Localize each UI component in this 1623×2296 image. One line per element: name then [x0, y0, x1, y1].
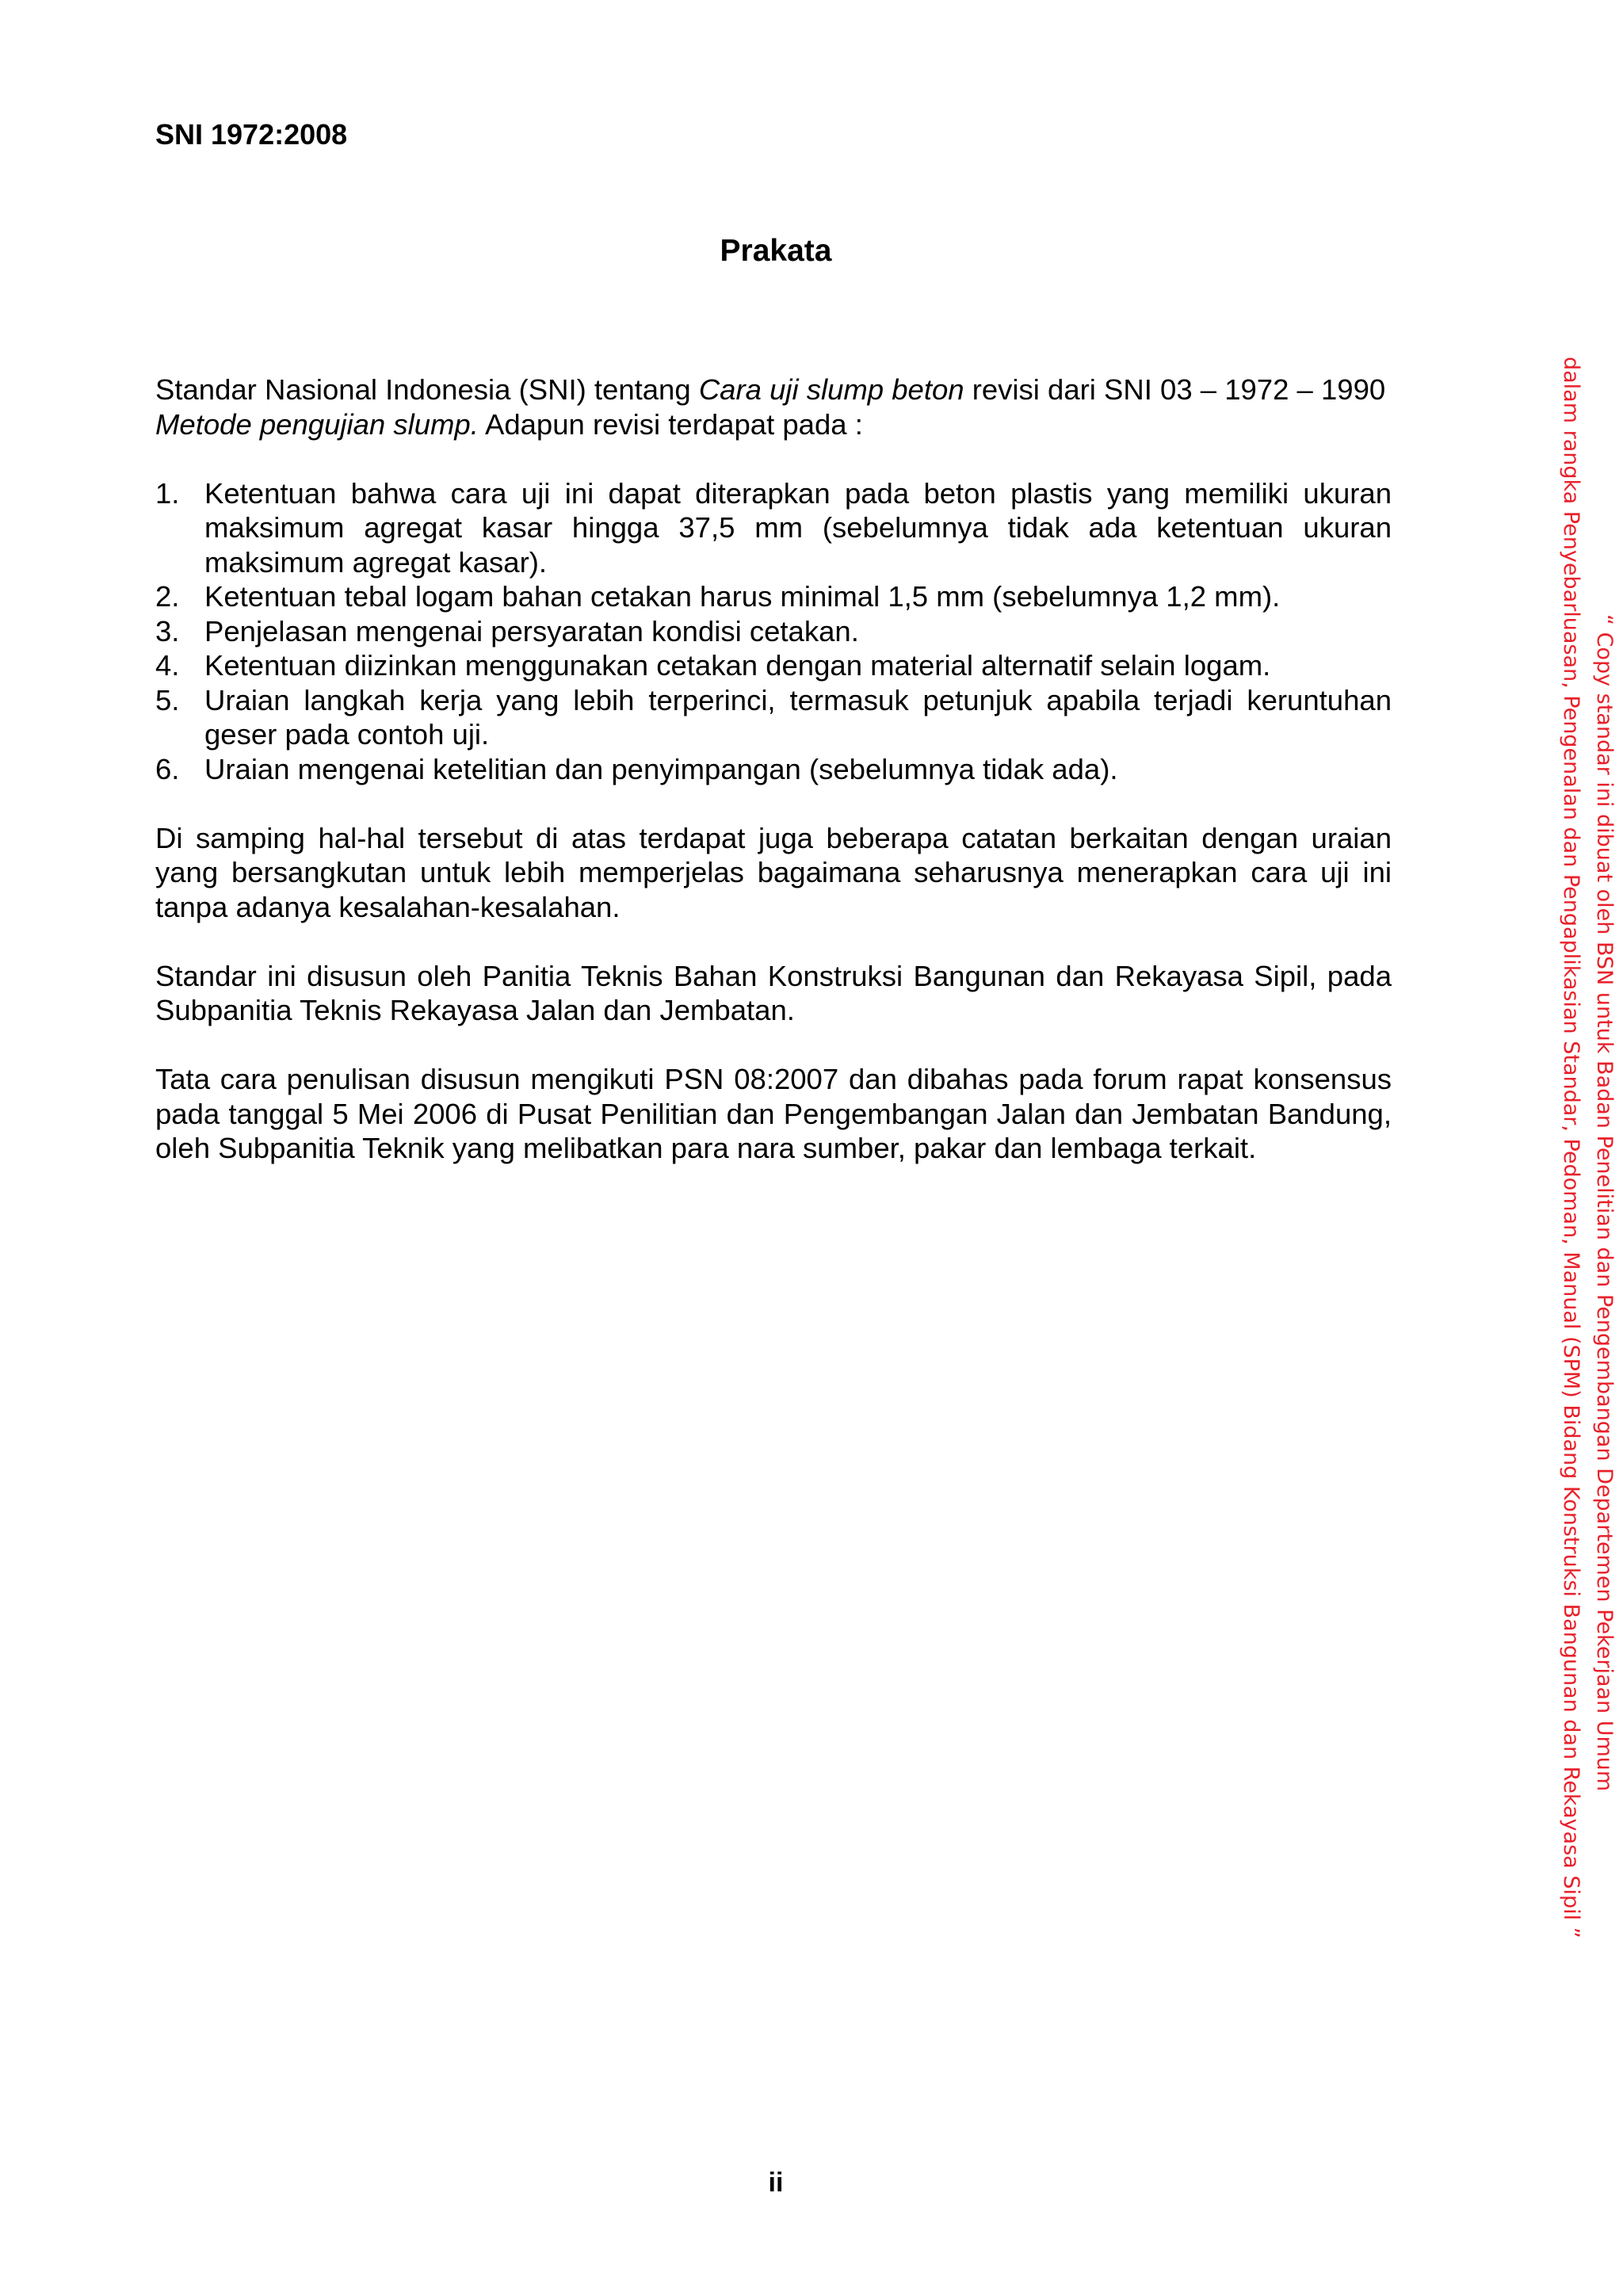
paragraph-committee: Standar ini disusun oleh Panitia Teknis Bahan Konstruksi Bangunan dan Rekayasa Sipil, pada Subpanitia Teknis Rekayasa Jalan dan Jembatan. [155, 959, 1392, 1026]
intro-text-3: Adapun revisi terdapat pada : [478, 407, 863, 441]
page-title: Prakata [720, 234, 832, 268]
page-number: ii [768, 2168, 784, 2198]
revision-text: Ketentuan tebal logam bahan cetakan harus minimal 1,5 mm (sebelumnya 1,2 mm). [204, 580, 1281, 613]
intro-italic-title: Cara uji slump beton [698, 373, 964, 406]
revision-item [155, 752, 1392, 787]
revision-text: Uraian langkah kerja yang lebih terperinci, termasuk petunjuk apabila terjadi keruntuhan geser pada contoh uji. [204, 683, 1392, 751]
document-code: SNI 1972:2008 [155, 118, 348, 151]
revision-number: 5. [155, 683, 180, 716]
watermark-line-1: “ Copy standar ini dibuat oleh BSN untuk Badan Penelitian dan Pengembangan Departemen Pekerjaan Umum [1592, 613, 1617, 1791]
revision-text: Penjelasan mengenai persyaratan kondisi cetakan. [204, 614, 859, 648]
revision-item [155, 579, 1392, 614]
revision-item [155, 683, 1392, 752]
revision-number: 4. [155, 649, 180, 682]
revision-text: Ketentuan diizinkan menggunakan cetakan dengan material alternatif selain logam. [204, 649, 1271, 682]
intro-paragraph [155, 372, 1392, 441]
revision-number: 1. [155, 476, 180, 510]
revision-text: Uraian mengenai ketelitian dan penyimpangan (sebelumnya tidak ada). [204, 752, 1118, 785]
revision-item [155, 648, 1392, 683]
revision-item [155, 614, 1392, 649]
document-body [155, 372, 1392, 1200]
revision-list [155, 476, 1392, 787]
revision-number: 3. [155, 614, 180, 648]
revision-item [155, 476, 1392, 580]
revision-number: 2. [155, 580, 180, 613]
copyright-watermark [1533, 357, 1621, 1939]
intro-text-2: revisi dari SNI 03 – 1972 – 1990 [964, 373, 1386, 406]
intro-text-1: Standar Nasional Indonesia (SNI) tentang [155, 373, 699, 406]
paragraph-notes: Di samping hal-hal tersebut di atas terdapat juga beberapa catatan berkaitan dengan uraian yang bersangkutan untuk lebih memperjelas bagaimana seharusnya menerapkan cara uji ini tanpa adanya kesalahan-kesalahan. [155, 821, 1392, 923]
watermark-line-2: dalam rangka Penyebarluasan, Pengenalan dan Pengaplikasian Standar, Pedoman, Manual (SPM) Bidang Konstruksi Bangunan dan Rekayasa Sipil ” [1559, 357, 1583, 1939]
intro-italic-method: Metode pengujian slump. [155, 407, 479, 441]
paragraph-procedure: Tata cara penulisan disusun mengikuti PSN 08:2007 dan dibahas pada forum rapat konsensus pada tanggal 5 Mei 2006 di Pusat Penilitian dan Pengembangan Jalan dan Jembatan Bandung, oleh Subpanitia Teknik yang melibatkan para nara sumber, pakar dan lembaga terkait. [155, 1063, 1392, 1164]
revision-text: Ketentuan bahwa cara uji ini dapat diterapkan pada beton plastis yang memiliki ukuran maksimum agregat kasar hingga 37,5 mm (sebelumnya tidak ada ketentuan ukuran maksimum agregat kasar). [204, 476, 1392, 579]
revision-number: 6. [155, 752, 180, 785]
